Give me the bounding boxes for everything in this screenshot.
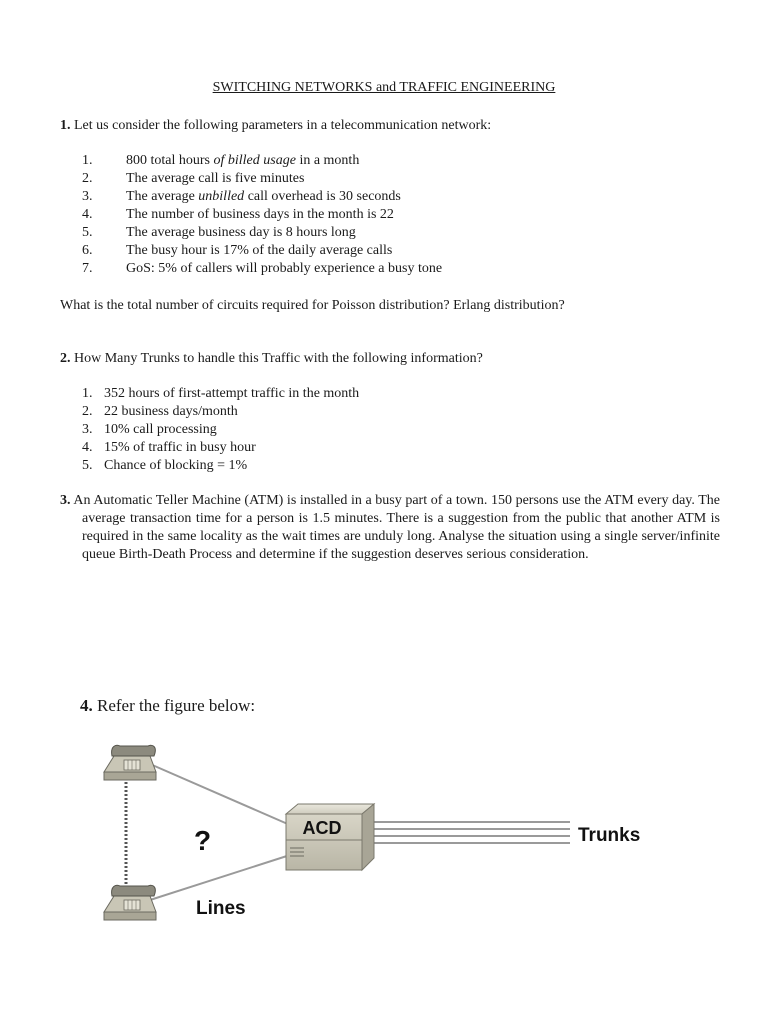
list-item-number: 4. (82, 207, 93, 222)
list-item-number: 2. (82, 171, 93, 186)
question-1-prompt: What is the total number of circuits required for Poisson distribution? Erlang distribution? (60, 298, 565, 313)
list-item (82, 457, 682, 475)
acd-box (286, 804, 374, 870)
list-item-number: 1. (82, 153, 93, 168)
list-item-text: The busy hour is 17% of the daily average calls (126, 243, 393, 258)
list-item (82, 385, 682, 403)
question-3 (60, 492, 720, 564)
list-item (82, 403, 682, 421)
list-item-text: The average business day is 8 hours long (126, 225, 356, 240)
list-item-text: 800 total hours of billed usage in a month (126, 153, 360, 168)
list-item-text: GoS: 5% of callers will probably experience a busy tone (126, 261, 443, 276)
list-item (82, 242, 682, 260)
list-item-text: The average unbilled call overhead is 30 seconds (126, 189, 401, 204)
list-item-number: 7. (82, 261, 93, 276)
trunk-lines (372, 822, 570, 843)
list-item-number: 1. (82, 386, 93, 401)
list-item-number: 4. (82, 440, 93, 455)
list-item-text: 15% of traffic in busy hour (104, 440, 256, 455)
list-item-text: 10% call processing (104, 422, 217, 437)
acd-label: ACD (302, 818, 342, 838)
question-3-number: 3. (60, 493, 71, 508)
list-item-text: 352 hours of first-attempt traffic in the month (104, 386, 360, 401)
list-item (82, 188, 682, 206)
question-mark-label: ? (194, 825, 212, 856)
list-item (82, 206, 682, 224)
question-2-number: 2. (60, 351, 71, 366)
list-item-number: 3. (82, 422, 93, 437)
list-item (82, 421, 682, 439)
list-item-text: The average call is five minutes (126, 171, 305, 186)
list-item (82, 439, 682, 457)
list-item-text: Chance of blocking = 1% (104, 458, 248, 473)
telephone-icon (104, 885, 156, 920)
question-4 (80, 696, 255, 716)
acd-figure (0, 730, 768, 930)
list-item (82, 152, 682, 170)
line-bottom-phone-to-acd (150, 855, 290, 900)
question-1-number: 1. (60, 118, 71, 133)
list-item-text: 22 business days/month (104, 404, 238, 419)
title-text: SWITCHING NETWORKS and TRAFFIC ENGINEERING (212, 80, 556, 95)
list-item (82, 170, 682, 188)
list-item-number: 5. (82, 458, 93, 473)
list-item-number: 6. (82, 243, 93, 258)
question-3-text: An Automatic Teller Machine (ATM) is installed in a busy part of a town. 150 persons use the ATM every day. The average transaction time for a person is 1.5 minutes. There is a suggestion from the public that another ATM is required in the same locality as the wait times are unduly long. Analyse the situation using a single server/infinite queue Birth-Death Process and determine if the suggestion deserves serious consideration. (73, 493, 721, 562)
question-2-list (82, 385, 682, 475)
list-item-number: 2. (82, 404, 93, 419)
question-4-text: Refer the figure below: (97, 696, 256, 715)
question-2-intro (60, 350, 740, 368)
list-item-number: 5. (82, 225, 93, 240)
page-title (0, 80, 768, 96)
line-top-phone-to-acd (150, 764, 290, 825)
question-2-intro-text: How Many Trunks to handle this Traffic with the following information? (74, 351, 483, 366)
question-1-intro-text: Let us consider the following parameters in a telecommunication network: (74, 118, 492, 133)
question-4-number: 4. (80, 696, 93, 715)
list-item (82, 260, 682, 278)
question-1-intro (60, 117, 740, 135)
telephone-icon (104, 745, 156, 780)
list-item (82, 224, 682, 242)
trunks-label: Trunks (578, 825, 641, 846)
question-1-list (82, 152, 682, 278)
list-item-text: The number of business days in the month is 22 (126, 207, 394, 222)
lines-label: Lines (196, 898, 246, 919)
list-item-number: 3. (82, 189, 93, 204)
